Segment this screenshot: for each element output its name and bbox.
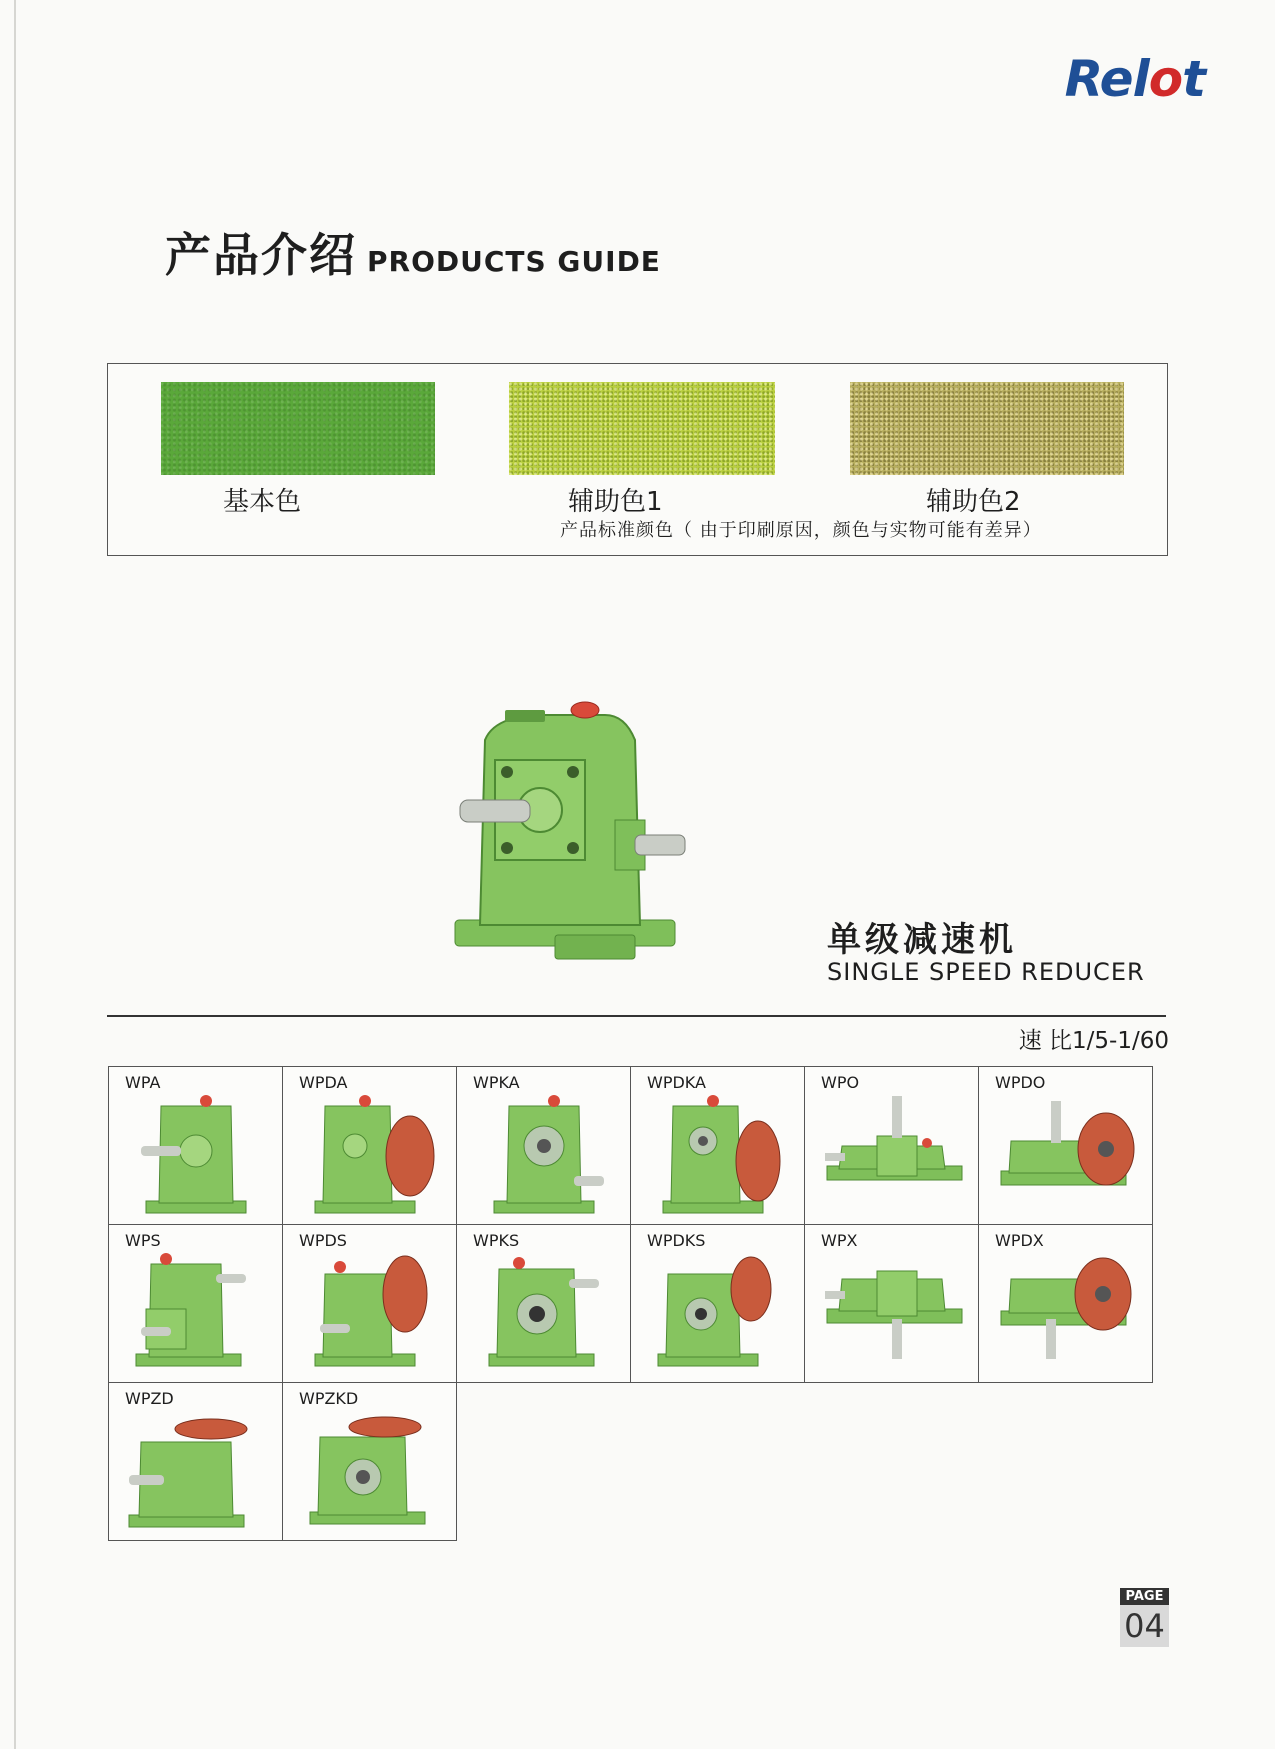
reducer-thumbnail: [469, 1091, 619, 1221]
reducer-thumbnail: [991, 1091, 1141, 1221]
model-label: WPDKA: [647, 1073, 706, 1092]
reducer-thumbnail: [295, 1249, 445, 1379]
model-cell: [978, 1066, 1153, 1225]
swatch-label: 基本色: [223, 487, 302, 517]
reducer-thumbnail: [295, 1407, 445, 1537]
model-label: WPZD: [125, 1389, 174, 1408]
model-cell: [630, 1066, 805, 1225]
model-cell: [108, 1382, 283, 1541]
model-label: WPDKS: [647, 1231, 706, 1250]
model-label: WPDS: [299, 1231, 347, 1250]
title-chinese: 产品介绍: [165, 228, 357, 282]
model-cell: [282, 1066, 457, 1225]
reducer-thumbnail: [643, 1249, 793, 1379]
color-swatch-aux-1: [509, 382, 775, 475]
hero-reducer-image: [435, 700, 695, 970]
section-title-chinese: 单级减速机: [827, 920, 1017, 960]
reducer-thumbnail: [991, 1249, 1141, 1379]
model-row: [108, 1224, 1168, 1382]
model-cell: [108, 1066, 283, 1225]
model-grid: [108, 1066, 1168, 1540]
reducer-thumbnail: [121, 1407, 271, 1537]
reducer-thumbnail: [817, 1249, 967, 1379]
reducer-thumbnail: [121, 1091, 271, 1221]
model-cell: [108, 1224, 283, 1383]
model-label: WPS: [125, 1231, 161, 1250]
section-divider: [107, 1015, 1166, 1017]
reducer-thumbnail: [817, 1091, 967, 1221]
title-english: PRODUCTS GUIDE: [367, 245, 661, 278]
model-label: WPKS: [473, 1231, 520, 1250]
reducer-thumbnail: [469, 1249, 619, 1379]
swatch-label: 辅助色2: [926, 487, 1021, 517]
model-cell: [804, 1066, 979, 1225]
model-cell: [630, 1224, 805, 1383]
model-cell: [282, 1382, 457, 1541]
page-title: [165, 228, 661, 282]
model-label: WPDA: [299, 1073, 348, 1092]
section-title-english: SINGLE SPEED REDUCER: [827, 958, 1145, 986]
model-label: WPZKD: [299, 1389, 359, 1408]
page-number-badge: [1120, 1588, 1169, 1647]
model-cell: [456, 1066, 631, 1225]
model-row: [108, 1066, 1168, 1224]
model-label: WPO: [821, 1073, 860, 1092]
model-label: WPX: [821, 1231, 858, 1250]
model-label: WPKA: [473, 1073, 520, 1092]
model-label: WPDX: [995, 1231, 1044, 1250]
model-cell: [456, 1224, 631, 1383]
swatch-label: 辅助色1: [568, 487, 663, 517]
page-word: PAGE: [1120, 1588, 1169, 1605]
reducer-thumbnail: [643, 1091, 793, 1221]
speed-ratio: 速 比1/5-1/60: [1018, 1028, 1169, 1054]
reducer-thumbnail: [295, 1091, 445, 1221]
color-disclaimer: 产品标准颜色（ 由于印刷原因，颜色与实物可能有差异）: [560, 520, 1042, 541]
reducer-thumbnail: [121, 1249, 271, 1379]
model-cell: [804, 1224, 979, 1383]
brand-logo: Relot: [1064, 50, 1205, 108]
page-number: 04: [1120, 1605, 1169, 1647]
color-swatch-aux-2: [850, 382, 1124, 475]
model-label: WPDO: [995, 1073, 1046, 1092]
color-swatch-panel: [107, 363, 1168, 556]
model-cell: [282, 1224, 457, 1383]
model-row: [108, 1382, 1168, 1540]
model-cell: [978, 1224, 1153, 1383]
page-edge: [14, 0, 16, 1749]
model-label: WPA: [125, 1073, 161, 1092]
color-swatch-basic: [161, 382, 435, 475]
